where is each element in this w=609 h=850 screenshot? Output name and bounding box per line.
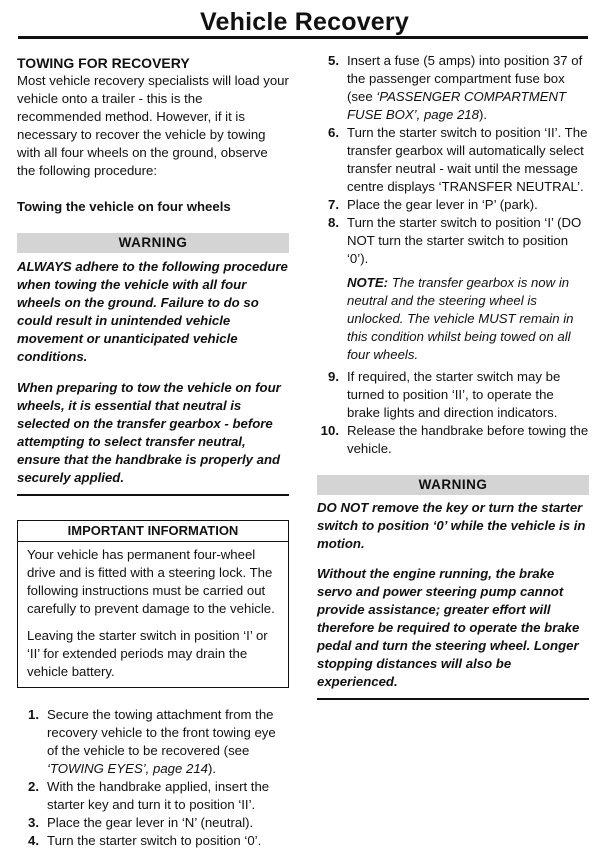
- info-label: IMPORTANT INFORMATION: [18, 521, 288, 542]
- step-text: Place the gear lever in ‘N’ (neutral).: [47, 815, 254, 830]
- note-text: The transfer gearbox is now in neutral and the steering wheel is unlocked. The vehicle MUST remain in this condition whilst being towed on all four wheels.: [347, 275, 574, 362]
- step-text: Turn the starter switch to position ‘I’ (DO NOT turn the starter switch to position ‘0’).: [347, 215, 582, 266]
- warning-label: WARNING: [317, 475, 589, 495]
- warning-paragraph-2: When preparing to tow the vehicle on four wheels, it is essential that neutral is selected on the transfer gearbox - before attempting to select transfer neutral, ensure that the handbrake is properly and securely applied.: [17, 380, 281, 485]
- list-item: [17, 706, 289, 778]
- warning-paragraph-1: ALWAYS adhere to the following procedure when towing the vehicle with all four wheels on the ground. Failure to do so could result in unintended vehicle movement or unanticipated vehicle conditions.: [17, 259, 288, 364]
- steps-list-left: [17, 706, 289, 850]
- step-number: 4.: [28, 833, 39, 848]
- note-label: NOTE:: [347, 275, 389, 290]
- step-number: 2.: [28, 779, 39, 794]
- warning-paragraph-1: DO NOT remove the key or turn the starter switch to position ‘0’ while the vehicle is in motion.: [317, 500, 586, 551]
- page-title: Vehicle Recovery: [200, 8, 409, 36]
- step-number: 3.: [28, 815, 39, 830]
- list-item: [17, 778, 289, 814]
- list-item: [17, 814, 289, 832]
- step-number: 1.: [28, 707, 39, 722]
- step-number: 5.: [328, 53, 339, 68]
- cross-reference: ‘PASSENGER COMPARTMENT FUSE BOX’, page 218: [347, 89, 567, 122]
- subheading: Towing the vehicle on four wheels: [17, 199, 231, 214]
- info-paragraph-2: Leaving the starter switch in position ‘I’ or ‘II’ for extended periods may drain the vehicle battery.: [27, 628, 268, 679]
- step-text: Release the handbrake before towing the vehicle.: [347, 423, 589, 456]
- cross-reference: ‘TOWING EYES’, page 214: [47, 761, 209, 776]
- warning-label: WARNING: [17, 233, 289, 253]
- intro-paragraph: Most vehicle recovery specialists will load your vehicle onto a trailer - this is the recommended method. However, if it is necessary to recover the vehicle by towing with all four wheels on the ground, observe the following procedure:: [17, 73, 289, 178]
- step-number: 9.: [328, 369, 339, 384]
- section-title: TOWING FOR RECOVERY: [17, 55, 190, 71]
- steps-list-right-continued: [317, 368, 589, 458]
- step-text: With the handbrake applied, insert the starter key and turn it to position ‘II’.: [47, 779, 270, 812]
- step-number: 8.: [328, 215, 339, 230]
- step-text: Insert a fuse (5 amps) into position 37 of the passenger compartment fuse box (see: [347, 53, 583, 104]
- step-number: 10.: [320, 423, 339, 438]
- list-item: [317, 214, 589, 268]
- list-item: [317, 368, 589, 422]
- step-text-end: ).: [478, 107, 488, 122]
- list-item: [317, 124, 589, 196]
- important-information-box: [17, 520, 289, 688]
- right-column: [317, 52, 589, 700]
- step-text: If required, the starter switch may be turned to position ‘II’, to operate the brake lights and direction indicators.: [347, 369, 561, 420]
- warning-end-rule: [317, 698, 589, 700]
- left-column: [17, 52, 289, 850]
- list-item: [317, 196, 589, 214]
- list-item: [317, 52, 589, 124]
- step-text-end: ).: [208, 761, 217, 776]
- steps-list-right: [317, 52, 589, 268]
- title-rule: [18, 36, 588, 39]
- step-number: 6.: [328, 125, 339, 140]
- warning-box-left: [17, 233, 289, 496]
- list-item: [317, 422, 589, 458]
- step-number: 7.: [328, 197, 339, 212]
- step-text: Turn the starter switch to position ‘0’.: [47, 833, 262, 848]
- info-paragraph-1: Your vehicle has permanent four-wheel drive and is fitted with a steering lock. The following instructions must be carried out carefully to prevent damage to the vehicle.: [27, 547, 275, 616]
- note-paragraph: [317, 274, 589, 364]
- warning-end-rule: [17, 494, 289, 496]
- step-text: Turn the starter switch to position ‘II’. The transfer gearbox will automatically select transfer neutral - wait until the message centre displays ‘TRANSFER NEUTRAL’.: [347, 125, 588, 194]
- warning-box-right: [317, 475, 589, 700]
- step-text: Place the gear lever in ‘P’ (park).: [347, 197, 538, 212]
- warning-paragraph-2: Without the engine running, the brake servo and power steering pump cannot provide assistance; greater effort will therefore be required to operate the brake pedal and turn the steering wheel. Longer stopping distances will also be experienced.: [317, 566, 580, 689]
- list-item: [17, 832, 289, 850]
- step-text: Secure the towing attachment from the recovery vehicle to the front towing eye of the vehicle to be recovered (see: [47, 707, 276, 758]
